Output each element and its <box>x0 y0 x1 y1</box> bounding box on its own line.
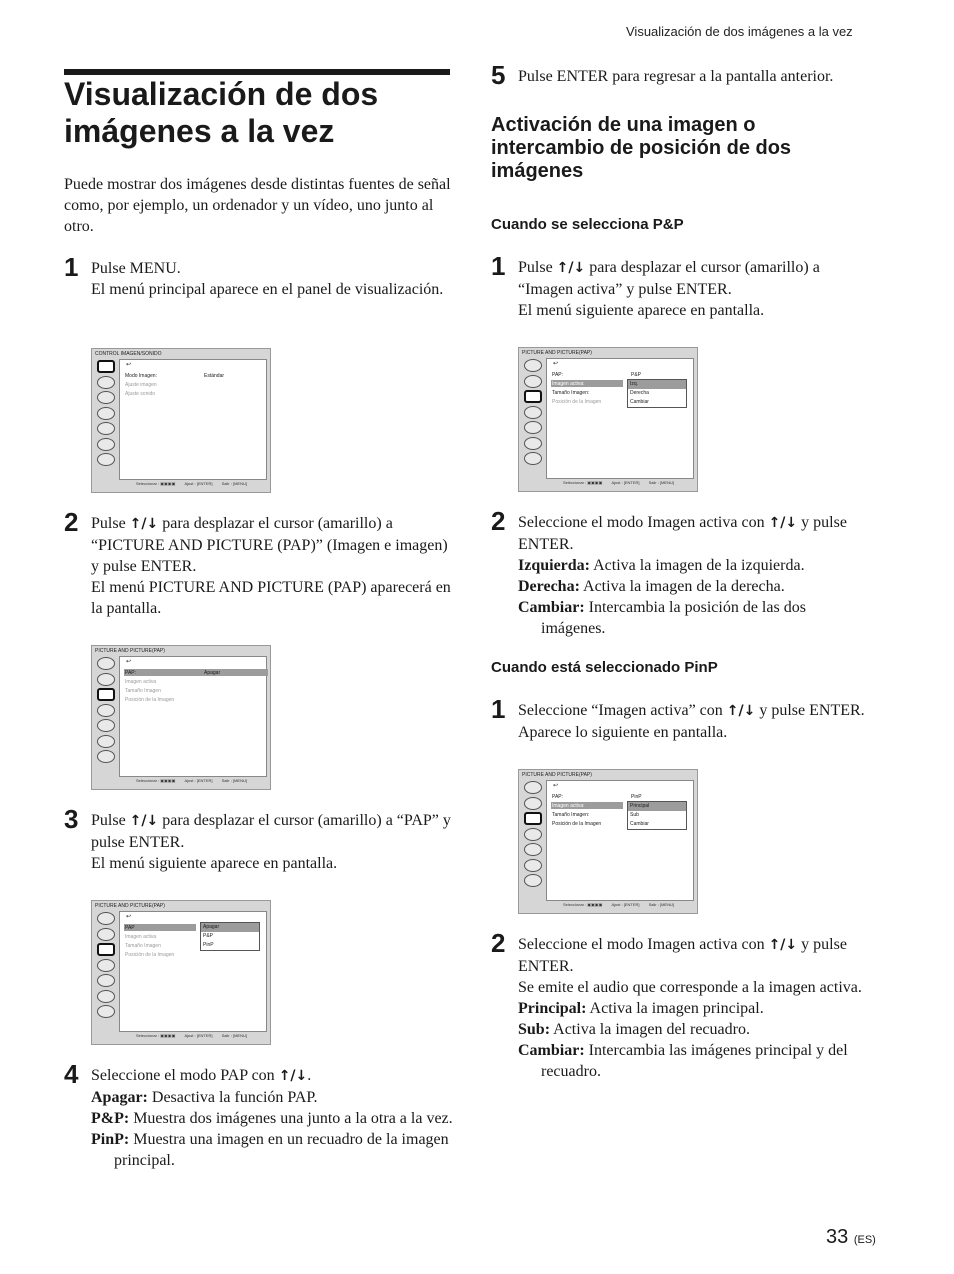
menu-item: Posición de la Imagen <box>125 697 175 703</box>
definition-item: Derecha: Activa la imagen de la derecha. <box>518 578 785 595</box>
step-2 <box>64 507 456 619</box>
up-down-arrow-icon: ↑/↓ <box>278 1068 308 1084</box>
running-header: Visualización de dos imágenes a la vez <box>626 24 853 39</box>
section-heading: Activación de una imagen o intercambio de posición de dos imágenes <box>491 114 792 182</box>
step-text: Se emite el audio que corresponde a la imagen activa. <box>518 979 862 996</box>
menu-item: PAP: <box>552 372 564 378</box>
menu-screen-active-image-pp <box>518 347 698 492</box>
pap-icon <box>524 390 542 403</box>
screen-footer: Seleccionar : ▣▣▣▣ Ajust : [ENTER] Salir : [MENU] <box>136 778 247 783</box>
clock-icon <box>524 859 542 872</box>
menu-item: Modo Imagen: <box>125 373 157 379</box>
picture-sound-icon <box>524 781 542 794</box>
step-text: Pulse ENTER para regresar a la pantalla anterior. <box>518 68 834 85</box>
up-down-arrow-icon: ↑/↓ <box>768 515 798 531</box>
step-number: 1 <box>491 251 506 281</box>
screen-title: PICTURE AND PICTURE(PAP) <box>522 350 592 356</box>
definition-item: Cambiar: Intercambia las imágenes principal y del recuadro. <box>518 1042 848 1080</box>
menu-item: Tamaño Imagen <box>125 688 161 694</box>
step-text: Pulse ↑/↓ para desplazar el cursor (amarillo) a “Imagen activa” y pulse ENTER. <box>518 259 820 298</box>
pap-icon <box>97 688 115 701</box>
menu-item: Ajuste sonido <box>125 391 156 397</box>
menu-icon-column <box>521 357 545 477</box>
definition-item: Sub: Activa la imagen del recuadro. <box>518 1021 750 1038</box>
intro-paragraph: Puede mostrar dos imágenes desde distintas fuentes de señal como, por ejemplo, un ordenador y un vídeo, uno junto al otro. <box>64 176 451 235</box>
screen-icon <box>524 375 542 388</box>
options-icon <box>97 422 115 435</box>
up-down-arrow-icon: ↑/↓ <box>726 703 756 719</box>
definition-item: P&P: Muestra dos imágenes una junto a la otra a la vez. <box>91 1110 453 1127</box>
pp-step-1 <box>491 251 871 321</box>
menu-screen-active-image-pinp <box>518 769 698 914</box>
menu-item: Imagen activa: <box>552 803 585 809</box>
step-number: 1 <box>491 694 506 724</box>
up-down-arrow-icon: ↑/↓ <box>556 260 586 276</box>
page-title: Visualización de dos imágenes a la vez <box>64 76 379 149</box>
subsection-heading-pinp: Cuando está seleccionado PinP <box>491 659 718 676</box>
dropdown-option: Apagar <box>201 923 259 932</box>
setup-icon <box>97 407 115 420</box>
step-text: Pulse ↑/↓ para desplazar el cursor (amarillo) a “PICTURE AND PICTURE (PAP)” (Imagen e imagen) y pulse ENTER. <box>91 515 448 575</box>
definition-item: Apagar: Desactiva la función PAP. <box>91 1089 318 1106</box>
menu-value: Apagar <box>204 670 221 676</box>
dropdown-option: Principal <box>628 802 686 811</box>
screen-icon <box>97 376 115 389</box>
menu-screen-control-imagen <box>91 348 271 493</box>
step-text: Pulse ↑/↓ para desplazar el cursor (amarillo) a “PAP” y pulse ENTER. <box>91 812 451 851</box>
pinp-step-2 <box>491 928 871 1082</box>
menu-value: Estándar <box>204 373 225 379</box>
picture-sound-icon <box>97 360 115 373</box>
options-icon <box>97 719 115 732</box>
menu-item: Tamaño Imagen: <box>552 390 590 396</box>
screen-title: PICTURE AND PICTURE(PAP) <box>95 648 165 654</box>
definition-item: Principal: Activa la imagen principal. <box>518 1000 764 1017</box>
pap-icon <box>97 943 115 956</box>
pap-icon <box>97 391 115 404</box>
menu-icon-column <box>521 779 545 899</box>
picture-sound-icon <box>97 657 115 670</box>
menu-value: P&P <box>631 372 642 378</box>
menu-value: PinP <box>631 794 642 800</box>
definition-item: Cambiar: Intercambia la posición de las dos imágenes. <box>518 599 806 637</box>
input-icon <box>97 1005 115 1018</box>
up-down-arrow-icon: ↑/↓ <box>129 813 159 829</box>
pp-step-2 <box>491 506 871 639</box>
setup-icon <box>524 406 542 419</box>
up-down-arrow-icon: ↑/↓ <box>768 937 798 953</box>
definition-item: PinP: Muestra una imagen en un recuadro de la imagen principal. <box>91 1131 449 1169</box>
step-number: 2 <box>491 928 506 958</box>
setup-icon <box>524 828 542 841</box>
pinp-step-1 <box>491 694 871 743</box>
screen-title: PICTURE AND PICTURE(PAP) <box>522 772 592 778</box>
clock-icon <box>524 437 542 450</box>
screen-footer: Seleccionar : ▣▣▣▣ Ajust : [ENTER] Salir : [MENU] <box>563 480 674 485</box>
return-icon: ↩ <box>126 914 132 920</box>
step-text: Pulse MENU. <box>91 260 181 277</box>
menu-icon-column <box>94 655 118 775</box>
up-down-arrow-icon: ↑/↓ <box>129 516 159 532</box>
step-1 <box>64 252 456 300</box>
step-number: 2 <box>491 506 506 536</box>
return-icon: ↩ <box>126 659 132 665</box>
input-icon <box>97 750 115 763</box>
options-icon <box>97 974 115 987</box>
input-icon <box>524 452 542 465</box>
step-text: El menú siguiente aparece en pantalla. <box>518 302 765 319</box>
dropdown-option: P&P <box>203 933 214 939</box>
step-text: El menú siguiente aparece en pantalla. <box>91 855 338 872</box>
step-text: Seleccione el modo Imagen activa con ↑/↓ y pulse ENTER. <box>518 514 847 553</box>
step-text: El menú PICTURE AND PICTURE (PAP) aparecerá en la pantalla. <box>91 579 451 617</box>
step-number: 5 <box>491 60 506 90</box>
screen-footer: Seleccionar : ▣▣▣▣ Ajust : [ENTER] Salir : [MENU] <box>136 1033 247 1038</box>
menu-item: Imagen activa <box>125 934 157 940</box>
setup-icon <box>97 959 115 972</box>
menu-item: Posición de la Imagen <box>552 821 602 827</box>
screen-title: CONTROL IMAGEN/SONIDO <box>95 351 162 357</box>
screen-title: PICTURE AND PICTURE(PAP) <box>95 903 165 909</box>
cursor-highlight <box>124 669 268 676</box>
menu-screen-pap <box>91 645 271 790</box>
screen-footer: Seleccionar : ▣▣▣▣ Ajust : [ENTER] Salir : [MENU] <box>136 481 247 486</box>
dropdown-option: Derecha <box>630 390 649 396</box>
subsection-heading-pp: Cuando se selecciona P&P <box>491 216 684 233</box>
screen-footer: Seleccionar : ▣▣▣▣ Ajust : [ENTER] Salir : [MENU] <box>563 902 674 907</box>
screen-icon <box>97 928 115 941</box>
menu-item: Ajuste imagen <box>125 382 157 388</box>
pap-icon <box>524 812 542 825</box>
input-icon <box>97 453 115 466</box>
setup-icon <box>97 704 115 717</box>
return-icon: ↩ <box>553 783 559 789</box>
picture-sound-icon <box>524 359 542 372</box>
step-3 <box>64 804 456 874</box>
menu-screen-pap-options <box>91 900 271 1045</box>
return-icon: ↩ <box>553 361 559 367</box>
options-dropdown <box>627 801 687 830</box>
dropdown-option: PinP <box>203 942 214 948</box>
step-number: 2 <box>64 507 79 537</box>
clock-icon <box>97 735 115 748</box>
step-text: Seleccione el modo Imagen activa con ↑/↓ y pulse ENTER. <box>518 936 847 975</box>
step-text: Seleccione el modo PAP con ↑/↓. <box>91 1067 312 1084</box>
menu-item: Imagen activa: <box>552 381 585 387</box>
options-icon <box>524 843 542 856</box>
step-4 <box>64 1059 456 1171</box>
clock-icon <box>97 438 115 451</box>
screen-icon <box>97 673 115 686</box>
step-5 <box>491 60 881 90</box>
step-text: El menú principal aparece en el panel de visualización. <box>91 281 444 298</box>
menu-item: Tamaño Imagen: <box>552 812 590 818</box>
return-icon: ↩ <box>126 362 132 368</box>
menu-icon-column <box>94 910 118 1030</box>
clock-icon <box>97 990 115 1003</box>
options-dropdown <box>627 379 687 408</box>
dropdown-option: Izq. <box>628 380 686 389</box>
menu-item: Imagen activa <box>125 679 157 685</box>
menu-icon-column <box>94 358 118 478</box>
title-rule <box>64 69 450 75</box>
dropdown-option: Cambiar <box>630 821 649 827</box>
input-icon <box>524 874 542 887</box>
step-text: Seleccione “Imagen activa” con ↑/↓ y pulse ENTER. Aparece lo siguiente en pantalla. <box>518 702 865 741</box>
menu-item: Tamaño Imagen <box>125 943 161 949</box>
screen-icon <box>524 797 542 810</box>
options-icon <box>524 421 542 434</box>
menu-item: Posición de la Imagen <box>552 399 602 405</box>
dropdown-option: Cambiar <box>630 399 649 405</box>
page-number: 33 (ES) <box>826 1226 876 1248</box>
step-number: 4 <box>64 1059 79 1089</box>
step-number: 3 <box>64 804 79 834</box>
dropdown-option: Sub <box>630 812 639 818</box>
picture-sound-icon <box>97 912 115 925</box>
definition-item: Izquierda: Activa la imagen de la izquierda. <box>518 557 805 574</box>
options-dropdown <box>200 922 260 951</box>
menu-item: PAP <box>125 925 135 931</box>
menu-item: Posición de la Imagen <box>125 952 175 958</box>
menu-item: PAP: <box>125 670 137 676</box>
step-number: 1 <box>64 252 79 282</box>
menu-item: PAP: <box>552 794 564 800</box>
